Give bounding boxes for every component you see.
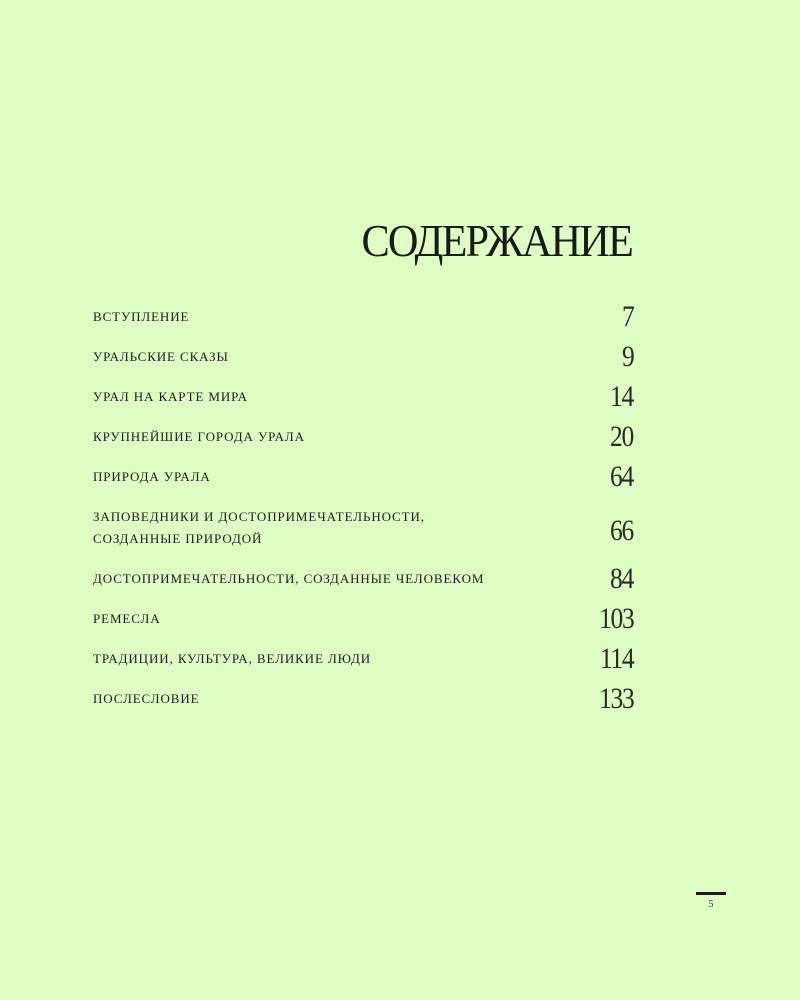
toc-entry-label: ЗАПОВЕДНИКИ И ДОСТОПРИМЕЧАТЕЛЬНОСТИ, СОЗДАННЫЕ ПРИРОДОЙ: [93, 509, 425, 546]
toc-entry-page-number: 64: [610, 460, 633, 493]
table-of-contents: [93, 296, 633, 718]
page-number-rule: [696, 892, 726, 895]
toc-entry-afterword[interactable]: [93, 678, 633, 718]
toc-entry-man-made-sights[interactable]: [93, 558, 633, 598]
toc-entry-page-number: 66: [610, 514, 633, 547]
toc-entry-crafts[interactable]: [93, 598, 633, 638]
toc-entry-label: УРАЛ НА КАРТЕ МИРА: [93, 389, 248, 404]
toc-entry-label: ТРАДИЦИИ, КУЛЬТУРА, ВЕЛИКИЕ ЛЮДИ: [93, 651, 372, 666]
toc-entry-traditions[interactable]: [93, 638, 633, 678]
toc-entry-label: КРУПНЕЙШИЕ ГОРОДА УРАЛА: [93, 429, 305, 444]
toc-entry-label: ДОСТОПРИМЕЧАТЕЛЬНОСТИ, СОЗДАННЫЕ ЧЕЛОВЕКОМ: [93, 571, 485, 586]
toc-entry-page-number: 20: [610, 420, 633, 453]
toc-entry-page-number: 7: [621, 300, 633, 333]
toc-entry-label: УРАЛЬСКИЕ СКАЗЫ: [93, 349, 229, 364]
toc-entry-page-number: 133: [598, 682, 633, 715]
toc-entry-label: ВСТУПЛЕНИЕ: [93, 309, 190, 324]
toc-entry-page-number: 103: [598, 602, 633, 635]
page-title: СОДЕРЖАНИЕ: [361, 215, 632, 266]
toc-entry-page-number: 114: [599, 642, 633, 675]
toc-entry-label: РЕМЕСЛА: [93, 611, 161, 626]
toc-entry-reserves[interactable]: [93, 496, 633, 558]
toc-entry-label: ПОСЛЕСЛОВИЕ: [93, 691, 200, 706]
toc-entry-page-number: 84: [610, 562, 633, 595]
page-number: 5: [708, 899, 714, 910]
toc-entry-largest-cities[interactable]: [93, 416, 633, 456]
toc-entry-ural-world-map[interactable]: [93, 376, 633, 416]
toc-entry-page-number: 9: [621, 340, 633, 373]
toc-entry-nature[interactable]: [93, 456, 633, 496]
toc-entry-page-number: 14: [610, 380, 633, 413]
toc-entry-ural-tales[interactable]: [93, 336, 633, 376]
toc-entry-introduction[interactable]: [93, 296, 633, 336]
toc-entry-label: ПРИРОДА УРАЛА: [93, 469, 211, 484]
